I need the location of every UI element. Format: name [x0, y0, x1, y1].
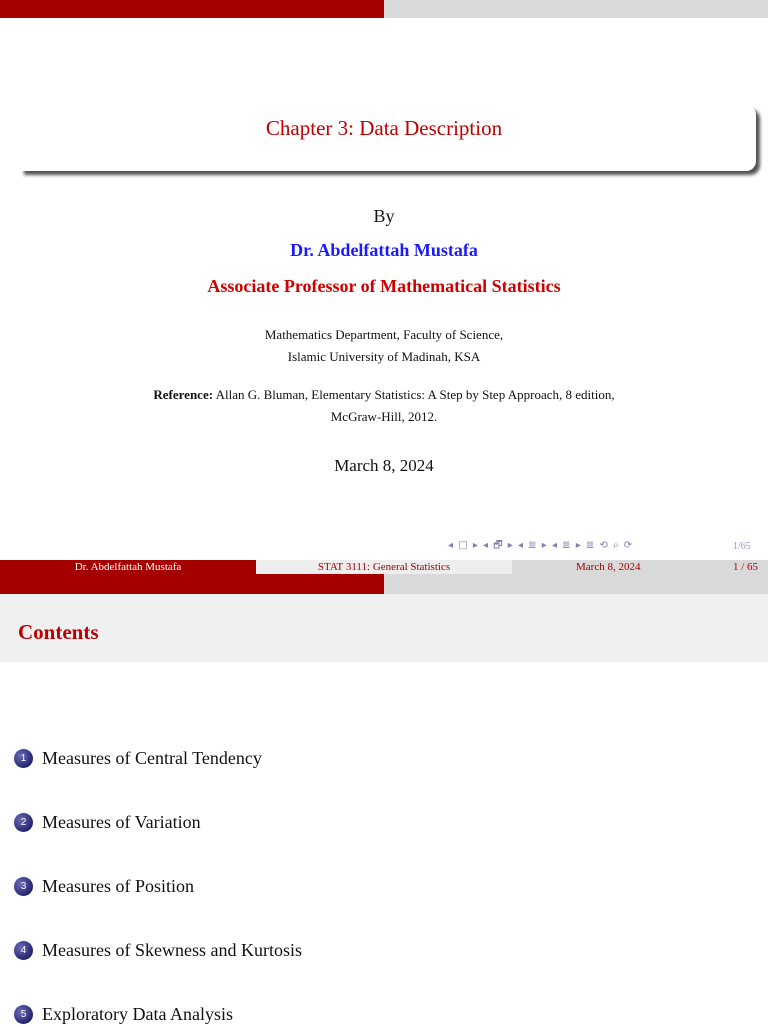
- toc-item-3[interactable]: [14, 873, 194, 899]
- slide-footer: [0, 560, 768, 574]
- toc-number-3: 3: [14, 877, 33, 896]
- toc-number-1: 1: [14, 749, 33, 768]
- toc-label-2: Measures of Variation: [42, 811, 201, 832]
- footer-date: March 8, 2024: [576, 561, 641, 573]
- toc-number-2: 2: [14, 813, 33, 832]
- author-name: Dr. Abdelfattah Mustafa: [290, 240, 478, 260]
- by-label: By: [373, 206, 395, 226]
- toc-label-4: Measures of Skewness and Kurtosis: [42, 939, 302, 960]
- top-bar-gray: [384, 0, 768, 18]
- footer-page: 1 / 65: [732, 561, 758, 573]
- slide2-top-bar-red: [0, 574, 384, 594]
- toc-number-4: 4: [14, 941, 33, 960]
- toc-item-4[interactable]: [14, 937, 302, 963]
- nav-page-indicator: 1/65: [733, 541, 751, 552]
- reference: [0, 384, 768, 428]
- toc-item-1[interactable]: [14, 745, 262, 771]
- toc-label-3: Measures of Position: [42, 875, 194, 896]
- slide-title: Chapter 3: Data Description: [265, 116, 503, 140]
- footer-course: STAT 3111: General Statistics: [256, 560, 512, 574]
- beamer-nav-icons[interactable]: ◂ □ ▸ ◂ 🗗 ▸ ◂ ≣ ▸ ◂ ≣ ▸ ≣ ⟲ ⌕ ⟳: [448, 540, 634, 551]
- toc-label-1: Measures of Central Tendency: [42, 747, 262, 768]
- footer-date-page: [512, 560, 768, 574]
- reference-line-2: McGraw-Hill, 2012.: [330, 409, 438, 424]
- toc-label-5: Exploratory Data Analysis: [42, 1003, 233, 1024]
- author-position: Associate Professor of Mathematical Statistics: [207, 276, 561, 296]
- department-line-2: Islamic University of Madinah, KSA: [287, 349, 481, 364]
- reference-text-1: Allan G. Bluman, Elementary Statistics: A Step by Step Approach, 8 edition,: [215, 387, 615, 402]
- toc-item-5[interactable]: [14, 1001, 233, 1027]
- footer-author: Dr. Abdelfattah Mustafa: [0, 560, 256, 574]
- contents-header-band: [0, 594, 768, 662]
- reference-label: Reference:: [153, 387, 214, 402]
- toc-number-5: 5: [14, 1005, 33, 1024]
- department: [0, 324, 768, 368]
- top-bar-red: [0, 0, 384, 18]
- presentation-date: March 8, 2024: [334, 456, 434, 475]
- reference-line-1: [0, 384, 768, 406]
- slide2-top-bar-gray: [384, 574, 768, 594]
- contents-title: Contents: [18, 620, 99, 644]
- toc-item-2[interactable]: [14, 809, 201, 835]
- department-line-1: Mathematics Department, Faculty of Science,: [264, 327, 504, 342]
